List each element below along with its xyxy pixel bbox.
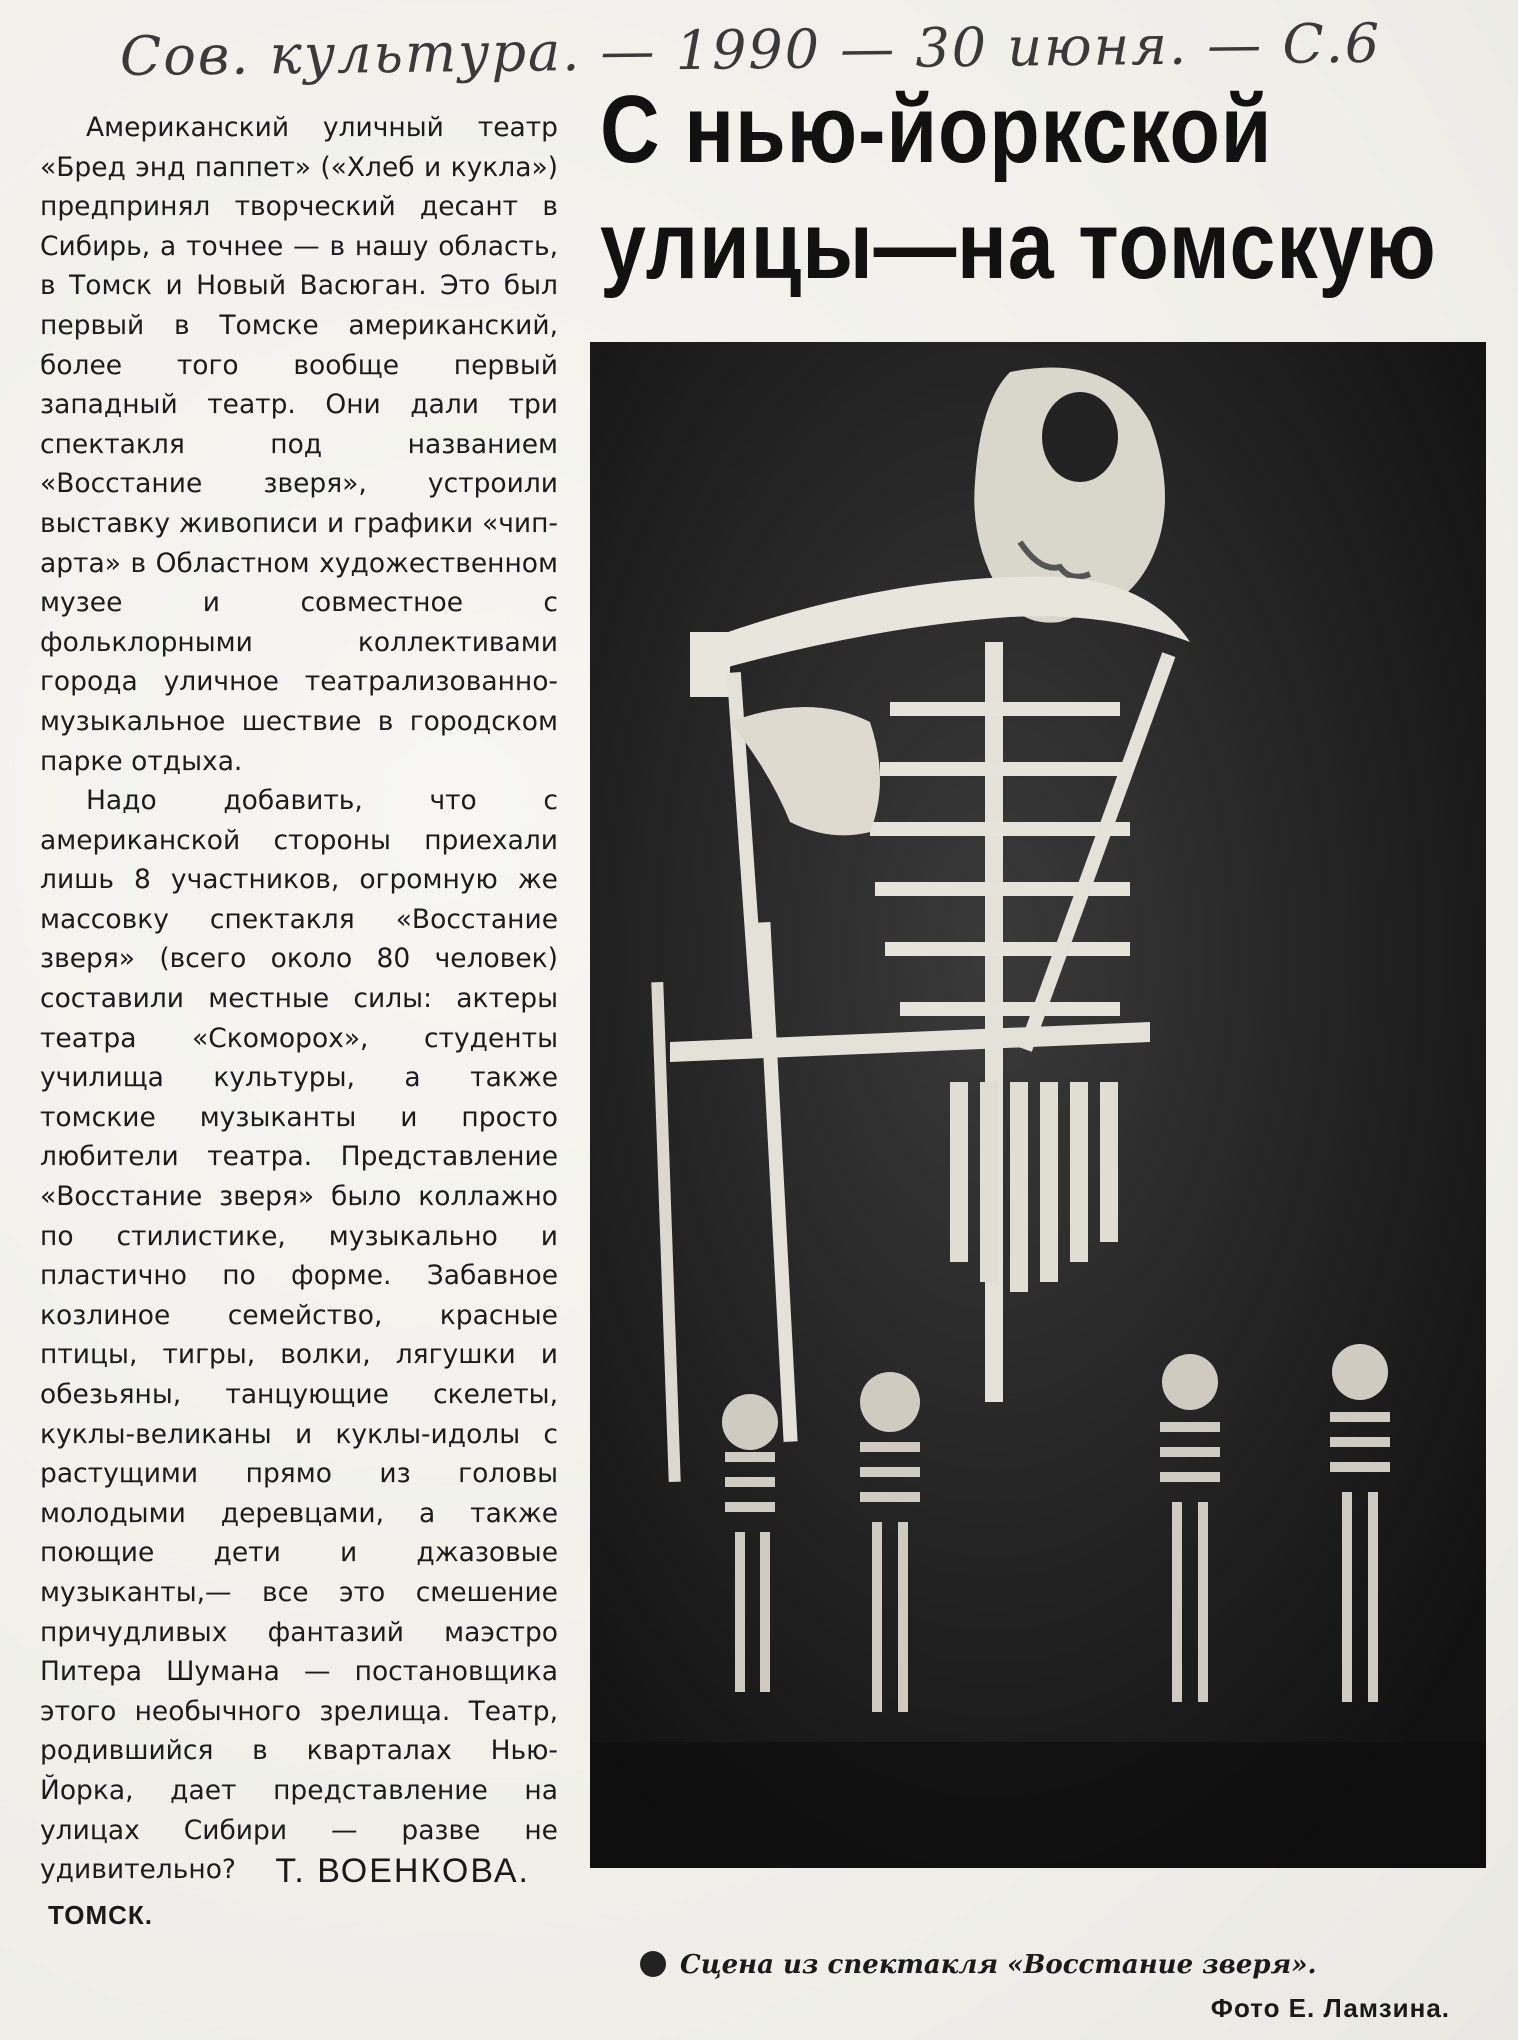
headline xyxy=(600,72,1437,304)
performance-photo xyxy=(590,342,1486,1868)
photo-caption xyxy=(640,1950,1500,1980)
photo-credit: Фото Е. Ламзина. xyxy=(1210,1993,1450,2023)
photo-caption-text: Сцена из спектакля «Восстание зверя». xyxy=(680,1950,1317,1980)
article-body xyxy=(40,108,558,1890)
headline-line-2: улицы—на томскую xyxy=(600,192,1437,299)
headline-line-1: С нью-йоркской xyxy=(600,76,1273,183)
article-paragraph-2: Надо добавить, что с американской стороны приехали лишь 8 участников, огромную же массовку спектакля «Восстание зверя» (всего около 80 человек) составили местные силы: актеры театра «Скоморох», студенты училища культуры, а также томские музыканты и просто любители театра. Представление «Восстание зверя» было коллажно по стилистике, музыкально и пластично по форме. Забавное козлиное семейство, красные птицы, тигры, волки, лягушки и обезьяны, танцующие скелеты, куклы-великаны и куклы-идолы с растущими прямо из головы молодыми деревцами, а также поющие дети и джазовые музыканты,— все это смешение причудливых фантазий маэстро Питера Шумана — постановщика этого необычного зрелища. Театр, родившийся в кварталах Нью-Йорка, дает представление на улицах Сибири — разве не удивительно? xyxy=(40,785,558,1886)
handwritten-source-note: Сов. культура. — 1990 — 30 июня. — С.6 xyxy=(119,11,1382,88)
bullet-icon xyxy=(640,1951,666,1977)
skeleton-puppet-illustration xyxy=(590,342,1486,1868)
dateline-city: ТОМСК. xyxy=(48,1900,153,1930)
author-byline: Т. ВОЕНКОВА. xyxy=(275,1852,530,1890)
article-paragraph-1: Американский уличный театр «Бред энд паппет» («Хлеб и кукла») предпринял творческий десант в Сибирь, а точнее — в нашу область, в Томск и Новый Васюган. Это был первый в Томске американский, более того вообще первый западный театр. Они дали три спектакля под названием «Восстание зверя», устроили выставку живописи и графики «чип-арта» в Областном художественном музее и совместное с фольклорными коллективами города уличное театрализованно-музыкальное шествие в городском парке отдыха. xyxy=(40,112,558,777)
